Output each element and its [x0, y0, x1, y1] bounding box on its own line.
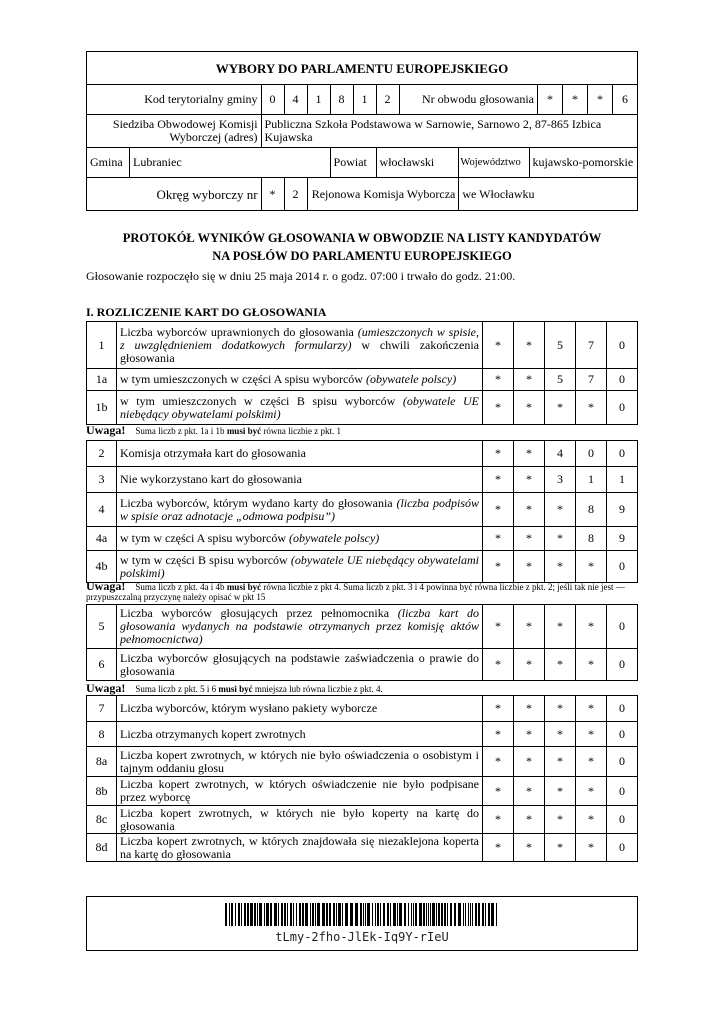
table-row	[87, 527, 638, 551]
counts-table-2	[86, 440, 638, 583]
header-title: WYBORY DO PARLAMENTU EUROPEJSKIEGO	[87, 52, 638, 85]
value-cell: 1	[607, 467, 638, 493]
value-cell: 0	[607, 391, 638, 425]
counts-table-4	[86, 695, 638, 862]
row-text: Liczba wyborców, którym wydano karty do głosowania	[120, 495, 397, 510]
table-row	[87, 696, 638, 722]
value-cell: *	[514, 696, 545, 722]
value-cell: *	[483, 696, 514, 722]
protocol-title-line1: PROTOKÓŁ WYNIKÓW GŁOSOWANIA W OBWODZIE NA LISTY KANDYDATÓW	[122, 231, 602, 245]
row-text: w tym w części A spisu wyborców	[120, 531, 289, 545]
value-cell: *	[545, 605, 576, 649]
value-cell: *	[483, 467, 514, 493]
value-cell: *	[576, 391, 607, 425]
row-description	[117, 391, 483, 425]
okreg-digit: *	[261, 178, 284, 211]
value-cell: 8	[576, 493, 607, 527]
okreg-digit: 2	[284, 178, 307, 211]
row-text-italic: (umieszczonych w spisie, z uwzględnieniem dodatkowych formularzy)	[120, 324, 479, 352]
value-cell: *	[514, 322, 545, 369]
value-cell: *	[545, 649, 576, 681]
row-number: 4	[87, 493, 117, 527]
row-number: 5	[87, 605, 117, 649]
note-text: mniejsza lub równa liczbie z pkt. 4.	[252, 684, 383, 694]
value-cell: 0	[607, 777, 638, 806]
value-cell: 0	[607, 605, 638, 649]
value-cell: 9	[607, 527, 638, 551]
obwod-label: Nr obwodu głosowania	[399, 85, 537, 115]
row-description: Liczba wyborców, którym wysłano pakiety wyborcze	[117, 696, 483, 722]
row-description	[117, 493, 483, 527]
value-cell: 9	[607, 493, 638, 527]
value-cell: *	[514, 467, 545, 493]
value-cell: 0	[607, 722, 638, 747]
value-cell: *	[514, 834, 545, 862]
value-cell: *	[483, 441, 514, 467]
value-cell: 0	[607, 369, 638, 391]
kod-digit: 1	[353, 85, 376, 115]
table-row	[87, 322, 638, 369]
row-text-italic: (obywatele polscy)	[365, 372, 457, 386]
value-cell: *	[576, 551, 607, 583]
table-row	[87, 605, 638, 649]
row-text-italic: (liczba podpisów w spisie oraz adnotacje „odmowa podpisu”)	[120, 495, 479, 523]
obwod-digit: 6	[613, 85, 638, 115]
wojewodztwo-label: Województwo	[459, 148, 529, 178]
barcode-box	[86, 896, 638, 951]
note-text: równa liczbie z pkt. 1	[261, 426, 342, 436]
value-cell: *	[545, 696, 576, 722]
value-cell: *	[514, 777, 545, 806]
value-cell: *	[514, 747, 545, 777]
note-text: Suma liczb z pkt. 4a i 4b	[135, 582, 227, 592]
row-text: w tym umieszczonych w części A spisu wyborców	[120, 372, 366, 386]
value-cell: *	[545, 834, 576, 862]
note-label: Uwaga!	[86, 579, 126, 593]
row-number: 8d	[87, 834, 117, 862]
value-cell: *	[545, 551, 576, 583]
value-cell: 0	[607, 649, 638, 681]
table-row	[87, 722, 638, 747]
note-2	[86, 581, 638, 602]
row-number: 4a	[87, 527, 117, 551]
value-cell: *	[545, 777, 576, 806]
value-cell: *	[483, 777, 514, 806]
row-text: w tym umieszczonych w części B spisu wyborców	[120, 393, 403, 408]
value-cell: *	[514, 649, 545, 681]
row-description: Liczba wyborców głosujących na podstawie zaświadczenia o prawie do głosowania	[117, 649, 483, 681]
row-description: Liczba kopert zwrotnych, w których oświadczenie nie było podpisane przez wyborcę	[117, 777, 483, 806]
value-cell: *	[483, 493, 514, 527]
value-cell: *	[483, 322, 514, 369]
row-text: w chwili zakończenia głosowania	[120, 337, 479, 365]
row-description: Komisja otrzymała kart do głosowania	[117, 441, 483, 467]
rejon-value: we Włocławku	[459, 178, 638, 211]
value-cell: 5	[545, 322, 576, 369]
header-table	[86, 51, 638, 211]
siedziba-value	[261, 115, 637, 148]
row-text-italic: (obywatele UE niebędący obywatelami polskimi)	[120, 393, 479, 421]
table-row	[87, 441, 638, 467]
value-cell: *	[483, 551, 514, 583]
row-text: w tym w części B spisu wyborców	[120, 552, 291, 567]
wojewodztwo-value: kujawsko-pomorskie	[529, 148, 638, 178]
document-code: tLmy-2fho-JlEk-Iq9Y-rIeU	[275, 930, 449, 944]
counts-table-3	[86, 604, 638, 681]
value-cell: 4	[545, 441, 576, 467]
value-cell: 5	[545, 369, 576, 391]
value-cell: *	[514, 605, 545, 649]
row-text: Liczba wyborców głosujących przez pełnomocnika	[120, 606, 398, 620]
value-cell: 8	[576, 527, 607, 551]
value-cell: *	[514, 441, 545, 467]
row-description: Liczba kopert zwrotnych, w których nie było koperty na kartę do głosowania	[117, 806, 483, 834]
note-text-bold: musi być	[226, 582, 262, 592]
table-row	[87, 777, 638, 806]
value-cell: 0	[576, 441, 607, 467]
row-text-italic: (obywatele polscy)	[288, 531, 380, 545]
value-cell: *	[514, 391, 545, 425]
note-1	[86, 425, 638, 436]
value-cell: *	[514, 722, 545, 747]
kod-digit: 4	[284, 85, 307, 115]
table-row	[87, 467, 638, 493]
barcode-icon	[225, 903, 497, 926]
row-description	[117, 605, 483, 649]
obwod-digit: *	[588, 85, 613, 115]
protocol-title-line2: NA POSŁÓW DO PARLAMENTU EUROPEJSKIEGO	[212, 249, 512, 263]
kod-digit: 2	[376, 85, 399, 115]
table-row	[87, 649, 638, 681]
row-number: 2	[87, 441, 117, 467]
table-row	[87, 551, 638, 583]
value-cell: *	[514, 369, 545, 391]
value-cell: 0	[607, 747, 638, 777]
value-cell: *	[483, 649, 514, 681]
row-description	[117, 551, 483, 583]
kod-digit: 8	[330, 85, 353, 115]
row-number: 1	[87, 322, 117, 369]
value-cell: *	[483, 369, 514, 391]
value-cell: 0	[607, 806, 638, 834]
table-row	[87, 806, 638, 834]
value-cell: 0	[607, 322, 638, 369]
siedziba-value-line1: Publiczna Szkoła Podstawowa w Sarnowie, Sarnowo 2, 87-865 Izbica	[264, 117, 602, 131]
kod-digit: 0	[261, 85, 284, 115]
row-number: 1a	[87, 369, 117, 391]
note-text: Suma liczb z pkt. 5 i 6	[135, 684, 219, 694]
row-description: Nie wykorzystano kart do głosowania	[117, 467, 483, 493]
counts-table-1	[86, 321, 638, 425]
row-number: 3	[87, 467, 117, 493]
value-cell: *	[483, 747, 514, 777]
value-cell: 0	[607, 696, 638, 722]
gmina-label: Gmina	[87, 148, 130, 178]
value-cell: *	[545, 391, 576, 425]
note-text: równa liczbie z pkt 4. Suma liczb z pkt. 3 i 4 powinna być równa liczbie z pkt. 2; jeśli tak nie jest — przypuszczalną przyczynę należy opisać w pkt 15	[86, 582, 625, 602]
row-description: Liczba kopert zwrotnych, w których nie było oświadczenia o osobistym i tajnym oddaniu głosu	[117, 747, 483, 777]
note-text: Suma liczb z pkt. 1a i 1b	[135, 426, 227, 436]
obwod-digit: *	[538, 85, 563, 115]
table-row	[87, 391, 638, 425]
okreg-label: Okręg wyborczy nr	[87, 178, 262, 211]
value-cell: 7	[576, 369, 607, 391]
value-cell: *	[576, 605, 607, 649]
value-cell: *	[514, 493, 545, 527]
note-3	[86, 683, 638, 694]
obwod-digit: *	[563, 85, 588, 115]
kod-label: Kod terytorialny gminy	[87, 85, 262, 115]
row-description	[117, 527, 483, 551]
powiat-value: włocławski	[376, 148, 459, 178]
row-number: 8c	[87, 806, 117, 834]
row-number: 8	[87, 722, 117, 747]
value-cell: 0	[607, 834, 638, 862]
value-cell: *	[576, 806, 607, 834]
rejon-label: Rejonowa Komisja Wyborcza	[307, 178, 459, 211]
value-cell: *	[514, 527, 545, 551]
table-row	[87, 834, 638, 862]
value-cell: 0	[607, 551, 638, 583]
table-row	[87, 747, 638, 777]
value-cell: 7	[576, 322, 607, 369]
row-number: 7	[87, 696, 117, 722]
value-cell: *	[483, 391, 514, 425]
value-cell: *	[483, 806, 514, 834]
note-label: Uwaga!	[86, 423, 126, 437]
row-text-italic: (liczba kart do głosowania wydanych na podstawie otrzymanych przez komisję aktów pełnomocnictwa)	[120, 606, 479, 646]
value-cell: *	[545, 527, 576, 551]
siedziba-label	[87, 115, 262, 148]
row-number: 4b	[87, 551, 117, 583]
kod-digit: 1	[307, 85, 330, 115]
value-cell: *	[545, 747, 576, 777]
row-text-italic: (obywatele UE niebędący obywatelami polskimi)	[120, 552, 480, 580]
gmina-value: Lubraniec	[130, 148, 331, 178]
row-description	[117, 369, 483, 391]
value-cell: 3	[545, 467, 576, 493]
table-row	[87, 369, 638, 391]
value-cell: *	[483, 605, 514, 649]
value-cell: *	[483, 722, 514, 747]
siedziba-label-line1: Siedziba Obwodowej Komisji	[112, 117, 258, 131]
value-cell: *	[576, 722, 607, 747]
value-cell: *	[545, 493, 576, 527]
value-cell: *	[514, 806, 545, 834]
value-cell: 0	[607, 441, 638, 467]
note-text-bold: musi być	[218, 684, 253, 694]
row-description	[117, 322, 483, 369]
row-text: Liczba wyborców uprawnionych do głosowania	[120, 324, 358, 339]
value-cell: *	[576, 834, 607, 862]
value-cell: *	[576, 696, 607, 722]
value-cell: *	[483, 834, 514, 862]
powiat-label: Powiat	[330, 148, 376, 178]
row-description: Liczba otrzymanych kopert zwrotnych	[117, 722, 483, 747]
value-cell: *	[576, 747, 607, 777]
row-number: 1b	[87, 391, 117, 425]
voting-start-text: Głosowanie rozpoczęło się w dniu 25 maja 2014 r. o godz. 07:00 i trwało do godz. 21:00.	[86, 269, 516, 283]
value-cell: *	[514, 551, 545, 583]
table-row	[87, 493, 638, 527]
siedziba-label-line2: Wyborczej (adres)	[169, 130, 258, 144]
value-cell: *	[576, 649, 607, 681]
value-cell: 1	[576, 467, 607, 493]
siedziba-value-line2: Kujawska	[264, 130, 313, 144]
row-description: Liczba kopert zwrotnych, w których znajdowała się niezaklejona koperta na kartę do głosowania	[117, 834, 483, 862]
value-cell: *	[545, 806, 576, 834]
note-label: Uwaga!	[86, 681, 126, 695]
value-cell: *	[545, 722, 576, 747]
value-cell: *	[483, 527, 514, 551]
row-number: 8b	[87, 777, 117, 806]
section-title: I. ROZLICZENIE KART DO GŁOSOWANIA	[86, 305, 327, 319]
row-number: 6	[87, 649, 117, 681]
value-cell: *	[576, 777, 607, 806]
row-number: 8a	[87, 747, 117, 777]
note-text-bold: musi być	[226, 426, 262, 436]
